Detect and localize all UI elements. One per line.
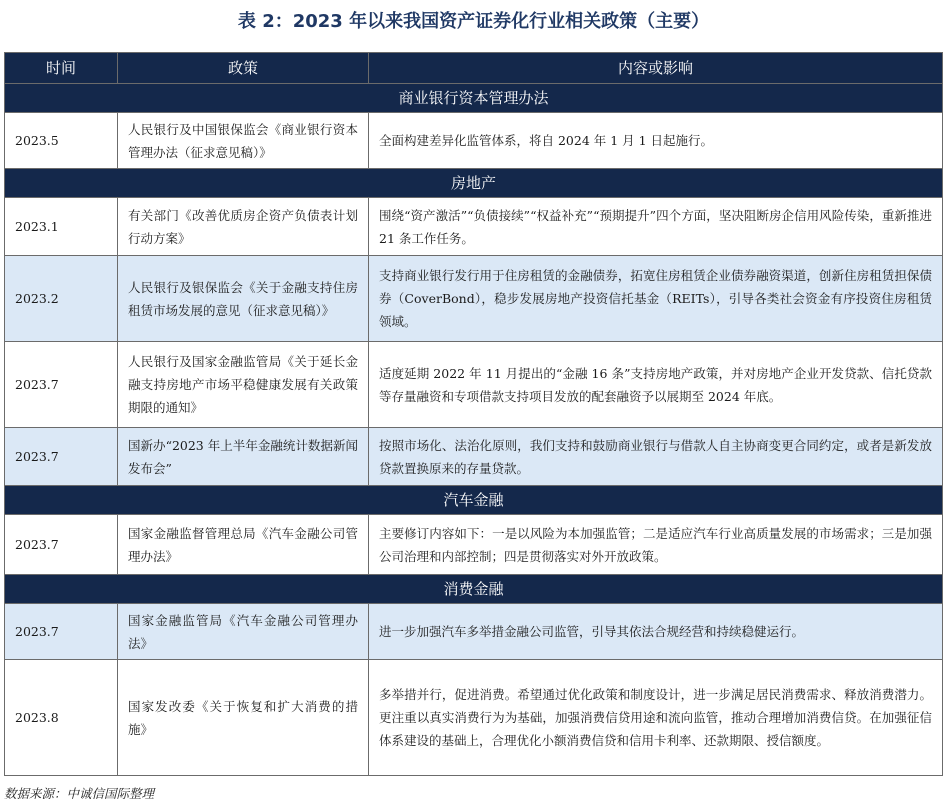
row-policy: 人民银行及中国银保监会《商业银行资本管理办法（征求意见稿）》 bbox=[118, 113, 369, 169]
row-content: 围绕“资产激活”“负债接续”“权益补充”“预期提升”四个方面，坚决阻断房企信用风险传染，重新推进 21 条工作任务。 bbox=[369, 198, 943, 256]
row-content: 全面构建差异化监管体系，将自 2024 年 1 月 1 日起施行。 bbox=[369, 113, 943, 169]
row-policy: 人民银行及国家金融监管局《关于延长金融支持房地产市场平稳健康发展有关政策期限的通知》 bbox=[118, 342, 369, 428]
row-date: 2023.5 bbox=[5, 113, 118, 169]
section-title: 房地产 bbox=[5, 169, 943, 198]
header-content: 内容或影响 bbox=[369, 53, 943, 84]
row-date: 2023.7 bbox=[5, 342, 118, 428]
table-row bbox=[5, 342, 943, 428]
row-content: 主要修订内容如下：一是以风险为本加强监管；二是适应汽车行业高质量发展的市场需求；三是加强公司治理和内部控制；四是贯彻落实对外开放政策。 bbox=[369, 515, 943, 575]
row-date: 2023.2 bbox=[5, 256, 118, 342]
row-policy: 国家发改委《关于恢复和扩大消费的措施》 bbox=[118, 660, 369, 776]
section-header bbox=[5, 84, 943, 113]
section-title: 商业银行资本管理办法 bbox=[5, 84, 943, 113]
header-time: 时间 bbox=[5, 53, 118, 84]
header-policy: 政策 bbox=[118, 53, 369, 84]
table-row bbox=[5, 515, 943, 575]
table-header-row bbox=[5, 53, 943, 84]
section-header bbox=[5, 486, 943, 515]
section-header bbox=[5, 575, 943, 604]
row-content: 进一步加强汽车多举措金融公司监管，引导其依法合规经营和持续稳健运行。 bbox=[369, 604, 943, 660]
row-date: 2023.7 bbox=[5, 515, 118, 575]
row-policy: 人民银行及银保监会《关于金融支持住房租赁市场发展的意见（征求意见稿）》 bbox=[118, 256, 369, 342]
table-row bbox=[5, 660, 943, 776]
section-title: 消费金融 bbox=[5, 575, 943, 604]
row-date: 2023.7 bbox=[5, 604, 118, 660]
row-policy: 国新办“2023 年上半年金融统计数据新闻发布会” bbox=[118, 428, 369, 486]
table-row bbox=[5, 428, 943, 486]
row-content: 支持商业银行发行用于住房租赁的金融债券，拓宽住房租赁企业债券融资渠道，创新住房租赁担保债券（CoverBond），稳步发展房地产投资信托基金（REITs），引导各类社会资金有序投资住房租赁领域。 bbox=[369, 256, 943, 342]
row-content: 多举措并行，促进消费。希望通过优化政策和制度设计，进一步满足居民消费需求、释放消费潜力。更注重以真实消费行为为基础，加强消费信贷用途和流向监管，推动合理增加消费信贷。在加强征信体系建设的基础上，合理优化小额消费信贷和信用卡利率、还款期限、授信额度。 bbox=[369, 660, 943, 776]
table-row bbox=[5, 198, 943, 256]
row-date: 2023.8 bbox=[5, 660, 118, 776]
row-date: 2023.7 bbox=[5, 428, 118, 486]
table-row bbox=[5, 113, 943, 169]
row-content: 适度延期 2022 年 11 月提出的“金融 16 条”支持房地产政策，并对房地产企业开发贷款、信托贷款等存量融资和专项借款支持项目发放的配套融资予以展期至 2024 年底。 bbox=[369, 342, 943, 428]
row-policy: 国家金融监管局《汽车金融公司管理办法》 bbox=[118, 604, 369, 660]
row-content: 按照市场化、法治化原则，我们支持和鼓励商业银行与借款人自主协商变更合同约定，或者是新发放贷款置换原来的存量贷款。 bbox=[369, 428, 943, 486]
section-header bbox=[5, 169, 943, 198]
data-source-note: 数据来源：中诚信国际整理 bbox=[4, 786, 155, 801]
row-date: 2023.1 bbox=[5, 198, 118, 256]
section-title: 汽车金融 bbox=[5, 486, 943, 515]
policy-table bbox=[4, 52, 943, 776]
table-title: 表 2：2023 年以来我国资产证券化行业相关政策（主要） bbox=[237, 11, 710, 32]
table-row bbox=[5, 604, 943, 660]
row-policy: 国家金融监督管理总局《汽车金融公司管理办法》 bbox=[118, 515, 369, 575]
row-policy: 有关部门《改善优质房企资产负债表计划行动方案》 bbox=[118, 198, 369, 256]
table-row bbox=[5, 256, 943, 342]
